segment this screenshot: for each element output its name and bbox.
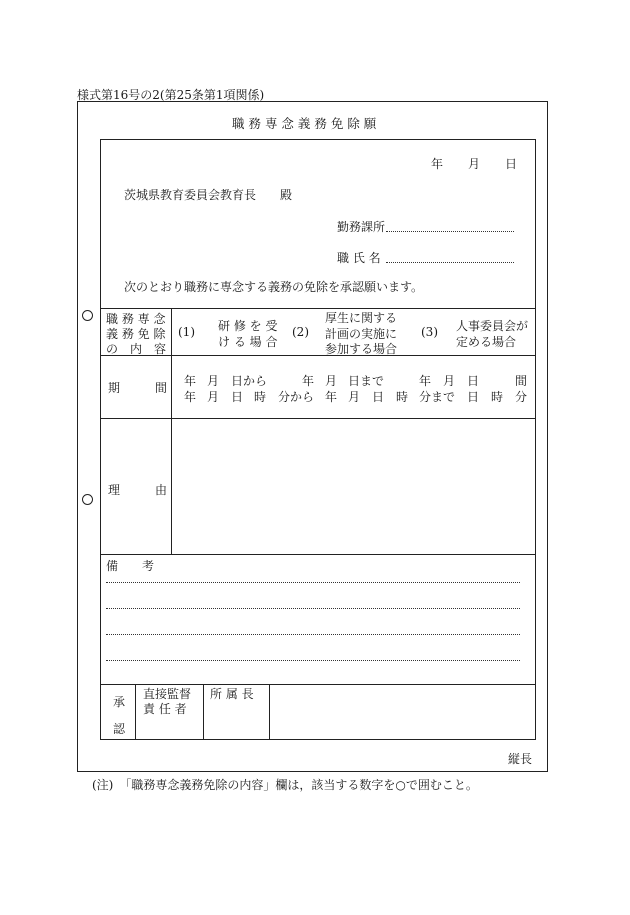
request-text: 次のとおり職務に専念する義務の免除を承認願います。 [124, 280, 424, 294]
period-l1-years: 年 [419, 374, 432, 388]
remarks-line-2[interactable] [106, 608, 520, 609]
name-line[interactable] [386, 262, 514, 263]
reason-label-a: 理 [108, 483, 121, 497]
period-l1-kan: 間 [515, 374, 528, 388]
paper-size: 縦長 [508, 752, 533, 766]
rule-content-top [100, 308, 536, 309]
approval-label-a: 承 [113, 695, 126, 709]
period-l2-minute-to: 分まで [419, 390, 456, 404]
period-label-b: 間 [155, 381, 168, 395]
period-l1-month-from: 月 [207, 374, 220, 388]
remarks-line-3[interactable] [106, 634, 520, 635]
period-l2-hours: 時 [491, 390, 504, 404]
content-label-1: 職 務 専 念 [106, 312, 166, 326]
rule-approval-3 [269, 684, 270, 740]
remarks-line-1[interactable] [106, 582, 520, 583]
date-day: 日 [505, 157, 518, 171]
name-label: 職 氏 名 [337, 251, 381, 265]
option-3-text-1: 人事委員会が [456, 319, 529, 333]
date-year: 年 [431, 157, 444, 171]
period-l1-month-to: 月 [325, 374, 338, 388]
period-l1-year-from: 年 [184, 374, 197, 388]
workplace-line[interactable] [386, 231, 514, 232]
remarks-label: 備 考 [106, 559, 155, 573]
period-l2-minutes: 分 [515, 390, 528, 404]
option-1-number[interactable]: (1) [178, 325, 195, 339]
supervisor-label-1: 直接監督 [143, 687, 192, 701]
option-2-text-1: 厚生に関する [325, 311, 398, 325]
period-l2-days: 日 [467, 390, 480, 404]
period-l1-day-to: 日まで [348, 374, 385, 388]
period-l2-month-to: 月 [348, 390, 361, 404]
circle-mark-bottom [82, 494, 93, 505]
supervisor-seal-area[interactable] [136, 716, 202, 739]
period-l2-hour-from: 時 [254, 390, 267, 404]
option-3-number[interactable]: (3) [421, 325, 438, 339]
period-l2-month-from: 月 [207, 390, 220, 404]
period-l1-day-from: 日から [231, 374, 268, 388]
period-l1-days: 日 [467, 374, 480, 388]
period-l2-day-from: 日 [231, 390, 244, 404]
footnote: (注) 「職務専念義務免除の内容」欄は，該当する数字を○で囲むこと。 [92, 778, 478, 792]
approval-label-b: 認 [113, 722, 126, 736]
dept-head-seal-area[interactable] [204, 700, 268, 739]
circle-mark-top [82, 310, 93, 321]
reason-label-b: 由 [155, 483, 168, 497]
reason-input-area[interactable] [172, 419, 535, 553]
content-label-3: の 内 容 [106, 342, 167, 356]
period-l1-months: 月 [443, 374, 456, 388]
supervisor-label-2: 責 任 者 [143, 702, 187, 716]
workplace-label: 勤務課所 [337, 220, 386, 234]
content-label-2: 義 務 免 除 [106, 327, 166, 341]
period-l2-hour-to: 時 [396, 390, 409, 404]
period-l2-year-to: 年 [325, 390, 338, 404]
option-1-text-2: け る 場 合 [218, 335, 278, 349]
period-l2-year-from: 年 [184, 390, 197, 404]
form-title: 職 務 専 念 義 務 免 除 願 [232, 116, 377, 131]
option-3-text-2: 定める場合 [456, 335, 517, 349]
option-1-text-1: 研 修 を 受 [218, 319, 278, 333]
date-month: 月 [468, 157, 481, 171]
option-2-text-3: 参加する場合 [325, 342, 398, 356]
remarks-line-4[interactable] [106, 660, 520, 661]
rule-remarks-top [100, 554, 536, 555]
dept-head-label: 所 属 長 [210, 687, 254, 701]
period-l1-year-to: 年 [302, 374, 315, 388]
form-number: 様式第16号の2(第25条第1項関係) [77, 88, 265, 102]
period-label-a: 期 [108, 381, 121, 395]
addressee: 茨城県教育委員会教育長 殿 [124, 188, 293, 202]
period-l2-day-to: 日 [372, 390, 385, 404]
option-2-number[interactable]: (2) [292, 325, 309, 339]
period-l2-minute-from: 分から [278, 390, 315, 404]
option-2-text-2: 計画の実施に [325, 327, 398, 341]
